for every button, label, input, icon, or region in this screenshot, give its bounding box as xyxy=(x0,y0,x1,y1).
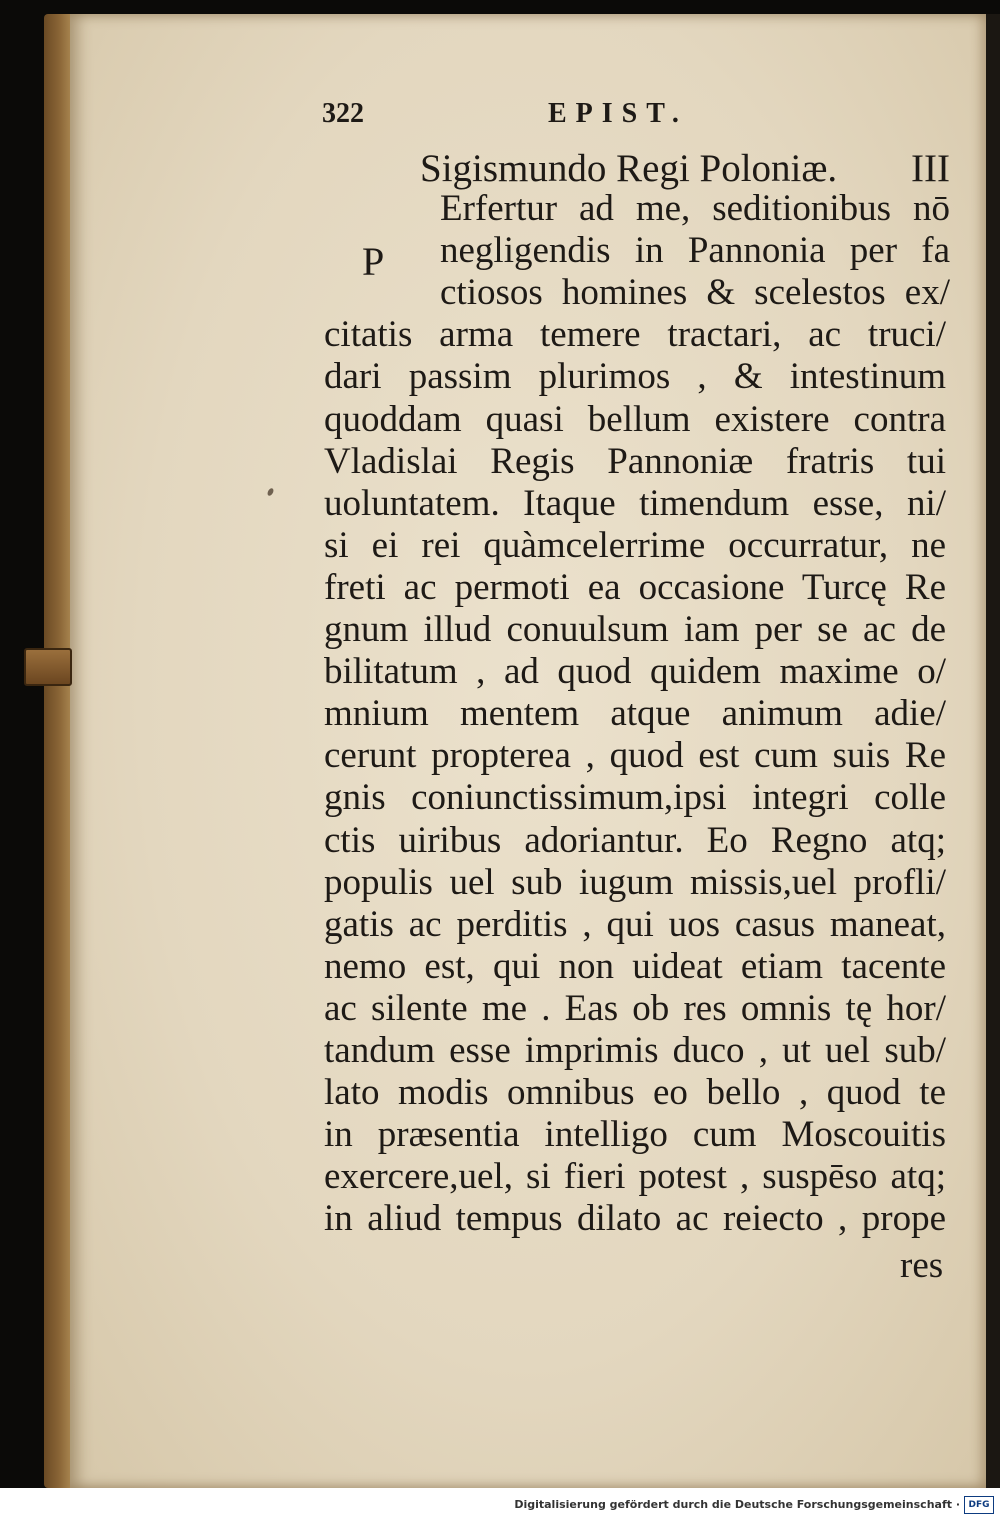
digitization-credit-bar xyxy=(0,1488,1000,1524)
page-gutter-shadow xyxy=(986,14,1000,1488)
text-line: citatis arma temere tractari, ac truci/ xyxy=(324,314,946,355)
text-line: populis uel sub iugum missis,uel profli/ xyxy=(324,862,946,903)
text-line: nemo est, qui non uideat etiam tacente xyxy=(324,946,946,987)
page-number: 322 xyxy=(322,98,364,129)
text-line: gatis ac perditis , qui uos casus maneat, xyxy=(324,904,946,945)
text-line: gnis coniunctissimum,ipsi integri colle xyxy=(324,777,946,818)
text-line: negligendis in Pannonia per fa xyxy=(440,230,950,271)
text-line: lato modis omnibus eo bello , quod te xyxy=(324,1072,946,1113)
text-line: gnum illud conuulsum iam per se ac de xyxy=(324,609,946,650)
text-line: Erfertur ad me, seditionibus nō xyxy=(440,188,950,229)
text-line: ac silente me . Eas ob res omnis tę hor/ xyxy=(324,988,946,1029)
catchword: res xyxy=(900,1245,944,1286)
letter-addressee: Sigismundo Regi Poloniæ. xyxy=(420,147,838,190)
text-line: bilitatum , ad quod quidem maxime o/ xyxy=(324,651,946,692)
text-line: si ei rei quàmcelerrime occurratur, ne xyxy=(324,525,946,566)
text-line: ctiosos homines & scelestos ex/ xyxy=(440,272,950,313)
text-line: mnium mentem atque animum adie/ xyxy=(324,693,946,734)
guide-letter-initial: P xyxy=(362,239,385,284)
text-line: quoddam quasi bellum existere contra xyxy=(324,399,946,440)
text-line: in præsentia intelligo cum Moscouitis xyxy=(324,1114,946,1155)
text-line: uoluntatem. Itaque timendum esse, ni/ xyxy=(324,483,946,524)
letter-heading xyxy=(420,146,950,191)
dfg-logo: DFG xyxy=(964,1496,994,1514)
text-line: Vladislai Regis Pannoniæ fratris tui xyxy=(324,441,946,482)
book-clasp xyxy=(24,648,72,686)
text-line: tandum esse imprimis duco , ut uel sub/ xyxy=(324,1030,946,1071)
letter-number: III xyxy=(911,147,950,190)
text-line: freti ac permoti ea occasione Turcę Re xyxy=(324,567,946,608)
digitization-credit: Digitalisierung gefördert durch die Deutsche Forschungsgemeinschaft · xyxy=(514,1498,960,1511)
text-line: cerunt propterea , quod est cum suis Re xyxy=(324,735,946,776)
text-line: dari passim plurimos , & intestinum xyxy=(324,356,946,397)
running-head: EPIST. xyxy=(548,98,688,129)
text-line: in aliud tempus dilato ac reiecto , prope xyxy=(324,1198,946,1239)
text-line: exercere,uel, si fieri potest , suspēso atq; xyxy=(324,1156,946,1197)
text-line: ctis uiribus adoriantur. Eo Regno atq; xyxy=(324,820,946,861)
